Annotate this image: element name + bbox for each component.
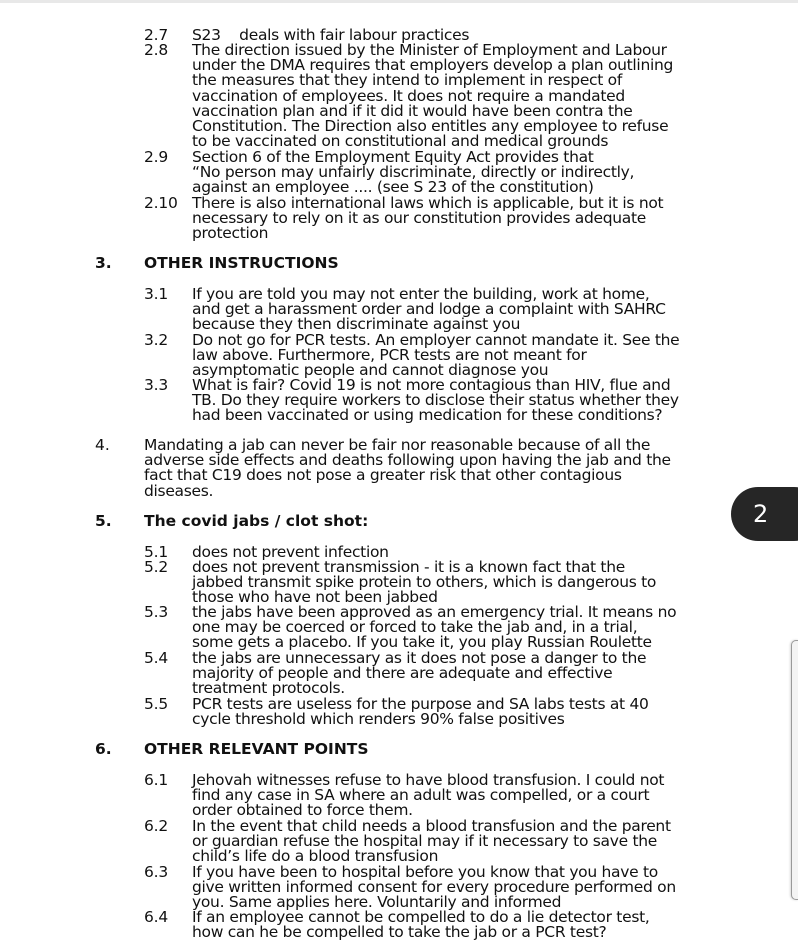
item-number: 2.8 [144,41,169,59]
text-line: jabbed transmit spike protein to others, which is dangerous to [192,573,657,592]
text-line: adverse side effects and deaths following upon having the jab and the [144,451,671,470]
item-number: 2.9 [144,148,169,166]
item-number: 6.4 [144,908,169,926]
text-line: under the DMA requires that employers develop a plan outlining [192,56,674,75]
item-text [192,150,712,196]
text-line: some gets a placebo. If you take it, you play Russian Roulette [192,633,652,652]
text-line: the jabs have been approved as an emergency trial. It means no [192,603,677,621]
text-line: does not prevent infection [192,543,389,561]
item-text [192,819,712,865]
text-line: child’s life do a blood transfusion [192,847,439,866]
section-title: The covid jabs / clot shot: [144,512,369,530]
section-title: OTHER INSTRUCTIONS [144,254,339,272]
text-line: TB. Do they require workers to disclose their status whether they [192,391,679,410]
text-line: Mandating a jab can never be fair nor reasonable because of all the [144,436,651,454]
scrollbar[interactable] [791,640,798,900]
section-number: 3. [95,254,112,272]
text-line: you. Same applies here. Voluntarily and informed [192,893,562,912]
text-line: and get a harassment order and lodge a complaint with SAHRC [192,300,666,319]
section-number: 5. [95,512,112,530]
item-number: 5.2 [144,558,169,576]
item-number: 5.5 [144,695,169,713]
item-text [192,196,712,242]
item-text [192,865,712,911]
text-line: against an employee .... (see S 23 of the constitution) [192,178,594,197]
section-number: 6. [95,740,112,758]
text-line: fact that C19 does not pose a greater risk that other contagious [144,466,622,485]
item-number: 6.1 [144,771,169,789]
text-line: treatment protocols. [192,679,345,698]
item-text [192,697,712,727]
item-number: 5.4 [144,649,169,667]
text-line: S23 deals with fair labour practices [192,26,470,44]
paragraph-text [144,438,714,499]
text-line: law above. Furthermore, PCR tests are not meant for [192,346,587,365]
text-line: There is also international laws which is applicable, but it is not [192,194,664,212]
text-line: does not prevent transmission - it is a known fact that the [192,558,625,576]
text-line: give written informed consent for every procedure performed on [192,878,676,897]
top-divider [0,0,798,3]
text-line: asymptomatic people and cannot diagnose you [192,361,549,380]
text-line: PCR tests are useless for the purpose and SA labs tests at 40 [192,695,649,713]
item-text [192,378,712,424]
page-number-badge: 2 [731,487,798,541]
item-text [192,605,712,651]
text-line: diseases. [144,481,214,500]
item-text [192,560,712,606]
text-line: one may be coerced or forced to take the jab and, in a trial, [192,618,638,637]
text-line: because they then discriminate against you [192,315,521,334]
text-line: or guardian refuse the hospital may if it necessary to save the [192,832,657,851]
text-line: the jabs are unnecessary as it does not pose a danger to the [192,649,647,667]
item-number: 3.3 [144,376,169,394]
item-text [192,773,712,819]
text-line: If an employee cannot be compelled to do a lie detector test, [192,908,650,926]
item-number: 2.10 [144,194,178,212]
text-line: vaccination plan and if it did it would have been contra the [192,101,633,120]
section-title: OTHER RELEVANT POINTS [144,740,369,758]
item-number: 5.3 [144,603,169,621]
item-text [192,333,712,379]
text-line: had been vaccinated or using medication for these conditions? [192,406,663,425]
text-line: Do not go for PCR tests. An employer cannot mandate it. See the [192,331,680,349]
text-line: The direction issued by the Minister of Employment and Labour [192,41,667,59]
item-number: 3.2 [144,331,169,349]
item-text [192,651,712,697]
item-number: 3.1 [144,285,169,303]
item-number: 5.1 [144,543,169,561]
text-line: If you are told you may not enter the building, work at home, [192,285,650,303]
item-text [192,287,712,333]
item-number: 2.7 [144,26,169,44]
text-line: the measures that they intend to implement in respect of [192,71,623,90]
text-line: Section 6 of the Employment Equity Act provides that [192,148,594,166]
item-text [192,910,712,940]
text-line: “No person may unfairly discriminate, directly or indirectly, [192,163,635,182]
section-number: 4. [95,436,110,454]
text-line: how can he be compelled to take the jab or a PCR test? [192,923,607,942]
text-line: order obtained to force them. [192,801,413,820]
item-number: 6.3 [144,863,169,881]
text-line: Constitution. The Direction also entitles any employee to refuse [192,117,669,136]
text-line: cycle threshold which renders 90% false positives [192,710,565,729]
text-line: necessary to rely on it as our constitution provides adequate [192,209,647,228]
text-line: majority of people and there are adequate and effective [192,664,613,683]
text-line: protection [192,224,269,243]
text-line: find any case in SA where an adult was compelled, or a court [192,786,650,805]
text-line: those who have not been jabbed [192,588,438,607]
text-line: to be vaccinated on constitutional and medical grounds [192,132,609,151]
text-line: vaccination of employees. It does not require a mandated [192,86,625,105]
text-line: If you have been to hospital before you know that you have to [192,863,658,881]
text-line: Jehovah witnesses refuse to have blood transfusion. I could not [192,771,665,789]
item-number: 6.2 [144,817,169,835]
item-text [192,43,712,149]
text-line: In the event that child needs a blood transfusion and the parent [192,817,671,835]
text-line: What is fair? Covid 19 is not more contagious than HIV, flue and [192,376,671,394]
